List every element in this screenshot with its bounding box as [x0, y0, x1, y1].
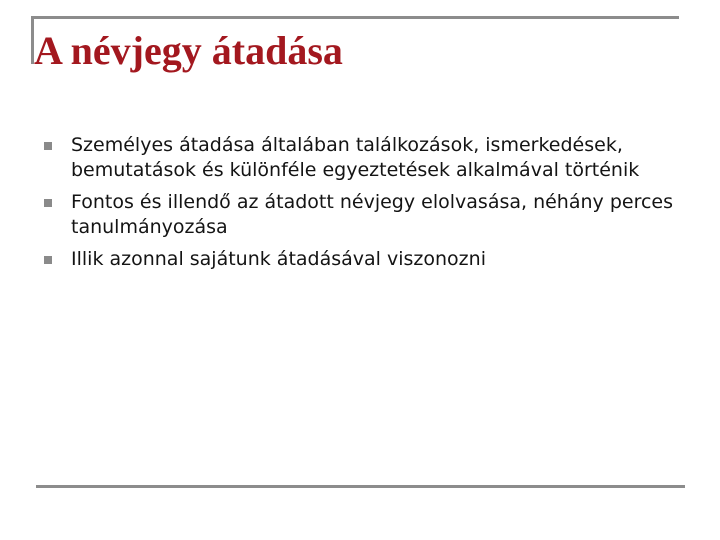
bullet-item	[44, 133, 684, 183]
bullet-text: Fontos és illendő az átadott névjegy elolvasása, néhány perces tanulmányozása	[71, 191, 673, 238]
bullet-text: Személyes átadása általában találkozások, ismerkedések, bemutatások és különféle egyeztetések alkalmával történik	[71, 134, 640, 181]
bullet-item	[44, 247, 684, 272]
square-bullet-icon	[44, 199, 52, 207]
bullet-item	[44, 190, 684, 240]
bullet-text: Illik azonnal sajátunk átadásával viszonozni	[71, 248, 486, 270]
bottom-divider	[36, 485, 685, 488]
slide-title: A névjegy átadása	[34, 28, 343, 73]
bullet-list	[44, 133, 684, 279]
title-frame-top-line	[31, 16, 679, 19]
square-bullet-icon	[44, 256, 52, 264]
square-bullet-icon	[44, 142, 52, 150]
